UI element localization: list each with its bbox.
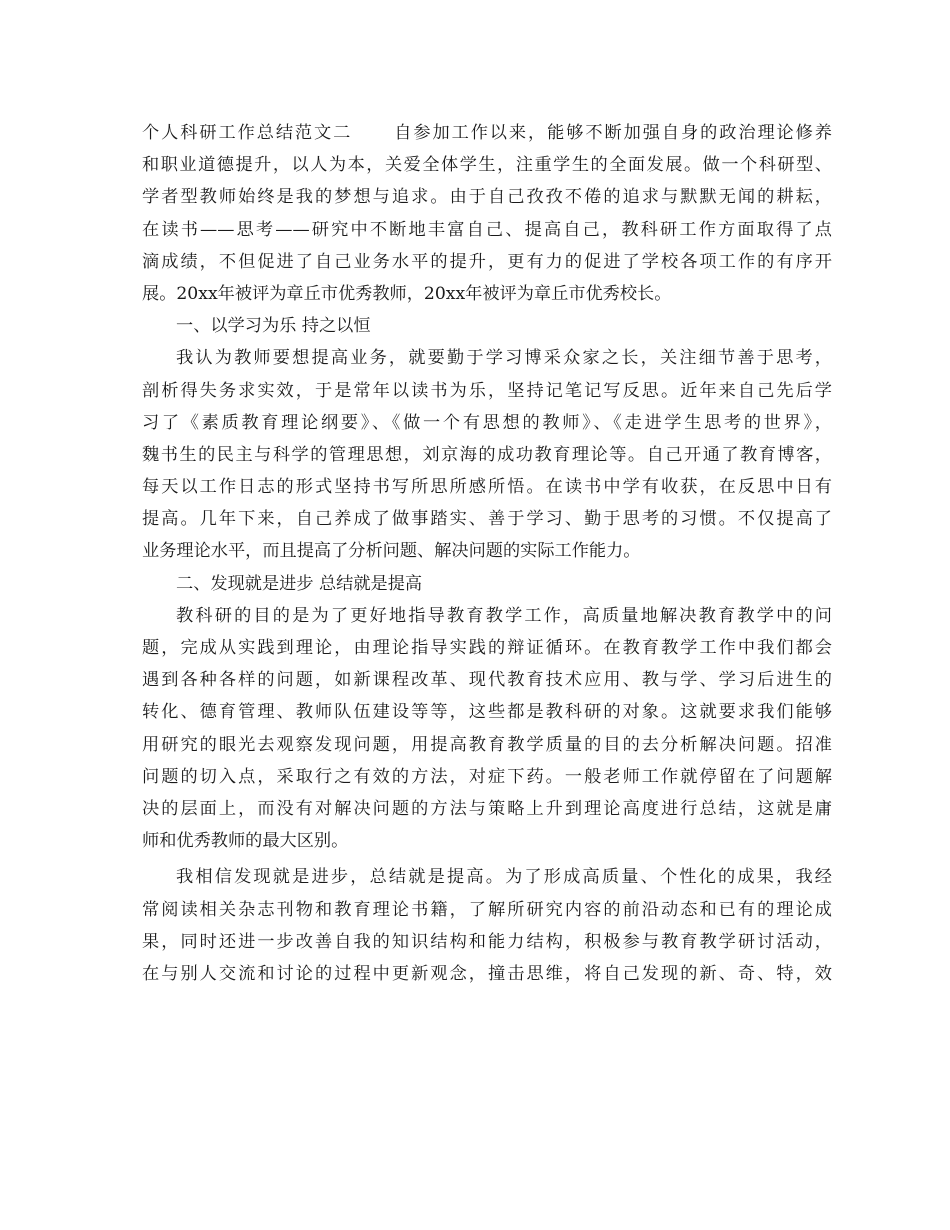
section2-line: 题，完成从实践到理论，由理论指导实践的辩证循环。在教育教学工作中我们都会 — [142, 638, 832, 658]
intro-line: 在读书——思考——研究中不断地丰富自己、提高自己，教科研工作方面取得了点 — [142, 219, 832, 240]
section2-para2-line: 果，同时还进一步改善自我的知识结构和能力结构，积极参与教育教学研讨活动， — [142, 931, 832, 952]
intro-line: 学者型教师始终是我的梦想与追求。由于自己孜孜不倦的追求与默默无闻的耕耘， — [142, 187, 832, 208]
document-title: 个人科研工作总结范文二 — [142, 123, 353, 143]
section1-line: 每天以工作日志的形式坚持书写所思所感所悟。在读书中学有收获，在反思中日有 — [142, 477, 832, 498]
section1-heading: 一、以学习为乐 持之以恒 — [176, 316, 371, 337]
section1-line: 剖析得失务求实效，于是常年以读书为乐，坚持记笔记写反思。近年来自己先后学 — [142, 380, 832, 401]
section2-line: 问题的切入点，采取行之有效的方法，对症下药。一般老师工作就停留在了问题解 — [142, 766, 832, 787]
intro-line: 展。20xx年被评为章丘市优秀教师，20xx年被评为章丘市优秀校长。 — [142, 283, 672, 304]
section2-line: 教科研的目的是为了更好地指导教育教学工作，高质量地解决教育教学中的问 — [176, 605, 832, 626]
section2-line: 用研究的眼光去观察发现问题，用提高教育教学质量的目的去分析解决问题。招准 — [142, 734, 832, 755]
intro-line: 滴成绩，不但促进了自己业务水平的提升，更有力的促进了学校各项工作的有序开 — [142, 251, 832, 272]
section2-line: 转化、德育管理、教师队伍建设等等，这些都是教科研的对象。这就要求我们能够 — [142, 702, 832, 723]
title-line — [142, 117, 832, 149]
section1-line: 魏书生的民主与科学的管理思想，刘京海的成功教育理论等。自己开通了教育博客， — [142, 444, 832, 465]
section1-line: 业务理论水平，而且提高了分析问题、解决问题的实际工作能力。 — [142, 541, 641, 562]
section1-line: 我认为教师要想提高业务，就要勤于学习博采众家之长，关注细节善于思考， — [176, 348, 832, 369]
section2-para2-line: 我相信发现就是进步，总结就是提高。为了形成高质量、个性化的成果，我经 — [176, 867, 832, 888]
section1-line: 习了《素质教育理论纲要》、《做一个有思想的教师》、《走进学生思考的世界》， — [142, 412, 832, 433]
section2-line: 师和优秀教师的最大区别。 — [142, 831, 349, 852]
section2-heading: 二、发现就是进步 总结就是提高 — [176, 573, 423, 594]
section2-line: 决的层面上，而没有对解决问题的方法与策略上升到理论高度进行总结，这就是庸 — [142, 798, 832, 819]
document-page — [142, 117, 832, 990]
intro-line: 自参加工作以来，能够不断加强自身的政治理论修养 — [392, 123, 832, 143]
section2-para2-line: 常阅读相关杂志刊物和教育理论书籍，了解所研究内容的前沿动态和已有的理论成 — [142, 899, 832, 920]
intro-line: 和职业道德提升，以人为本，关爱全体学生，注重学生的全面发展。做一个科研型、 — [142, 155, 832, 176]
section2-para2-line: 在与别人交流和讨论的过程中更新观念，撞击思维，将自己发现的新、奇、特，效 — [142, 963, 832, 984]
section1-line: 提高。几年下来，自己养成了做事踏实、善于学习、勤于思考的习惯。不仅提高了 — [142, 509, 832, 530]
section2-line: 遇到各种各样的问题，如新课程改革、现代教育技术应用、教与学、学习后进生的 — [142, 670, 832, 691]
